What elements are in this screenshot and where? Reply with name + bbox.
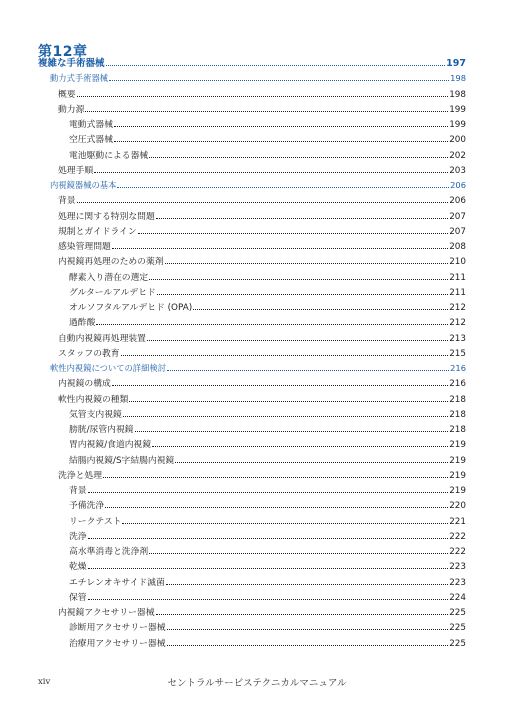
toc-entry-label: 処理に関する特別な問題: [58, 211, 155, 222]
toc-entry-page: 212: [449, 303, 466, 313]
toc-leader-dots: [94, 164, 448, 173]
toc-entry-page: 211: [449, 272, 466, 283]
toc-leader-dots: [88, 591, 449, 600]
toc-entry-label: 膀胱/尿管内視鏡: [69, 425, 134, 435]
toc-entry-page: 200: [449, 135, 466, 146]
toc-entry-page: 221: [449, 516, 466, 527]
toc-entry: [50, 362, 466, 375]
book-title: セントラルサービステクニカルマニュアル: [167, 678, 347, 689]
toc-leader-dots: [121, 347, 449, 356]
toc-entry-label: オルソフタルアルデヒド (OPA): [69, 303, 193, 313]
toc-entry-page: 202: [449, 150, 466, 161]
toc-entry: [69, 423, 466, 437]
toc-entry-page: 225: [449, 638, 466, 649]
toc-leader-dots: [156, 210, 448, 219]
toc-entry-page: 225: [449, 608, 466, 618]
chapter-title: 第12章: [38, 44, 88, 60]
toc-leader-dots: [149, 271, 448, 280]
toc-entry-label: 動力式手術器械: [50, 73, 109, 84]
toc-entry-page: 206: [449, 196, 466, 207]
toc-leader-dots: [135, 423, 449, 432]
page-number: xiv: [38, 677, 51, 687]
toc-leader-dots: [85, 103, 448, 112]
toc-entry-label: スタッフの教育: [58, 348, 120, 359]
toc-leader-dots: [112, 240, 448, 249]
toc-entry-label: 胃内視鏡/食道内視鏡: [69, 440, 152, 451]
toc-entry-page: 224: [449, 592, 466, 603]
toc-leader-dots: [88, 530, 449, 539]
toc-entry-page: 197: [446, 58, 466, 69]
toc-entry: [69, 454, 466, 468]
toc-entry-page: 220: [449, 501, 466, 512]
toc-entry-page: 211: [449, 287, 466, 298]
toc-entry-label: 過酢酸: [69, 318, 96, 329]
toc-entry-page: 198: [449, 89, 466, 100]
toc-entry: [69, 484, 466, 498]
toc-entry: [69, 149, 466, 163]
toc-entry-page: 219: [449, 440, 466, 451]
toc-entry: [50, 179, 466, 192]
toc-entry: [69, 408, 466, 422]
toc-entry-label: 予備洗浄: [69, 501, 105, 512]
toc-entry-page: 215: [449, 348, 466, 359]
toc-entry-page: 219: [449, 486, 466, 496]
toc-entry-page: 207: [449, 211, 466, 222]
toc-entry-page: 212: [449, 318, 466, 329]
toc-entry-label: 洗浄: [69, 531, 87, 542]
toc-leader-dots: [77, 88, 449, 97]
toc-entry: [58, 255, 466, 269]
toc-leader-dots: [103, 469, 448, 478]
toc-leader-dots: [167, 637, 449, 646]
toc-entry-label: 酵素入り潜在の選定: [69, 272, 149, 283]
toc-leader-dots: [156, 606, 449, 615]
toc-entry: [58, 225, 466, 239]
toc-entry: [69, 530, 466, 544]
toc-entry-page: 223: [449, 562, 466, 573]
toc-entry-label: 軟性内視鏡の種類: [58, 394, 129, 405]
toc-leader-dots: [88, 484, 449, 493]
toc-entry-page: 218: [449, 425, 466, 435]
toc-leader-dots: [149, 149, 448, 158]
toc-leader-dots: [106, 57, 446, 66]
toc-entry: [58, 606, 466, 620]
toc-entry-label: 内視鏡の構成: [58, 379, 111, 390]
toc-leader-dots: [165, 255, 449, 264]
toc-entry-label: 内視鏡アクセサリー器械: [58, 608, 155, 618]
toc-entry: [69, 637, 466, 651]
toc-leader-dots: [166, 576, 448, 585]
toc-entry: [58, 194, 466, 208]
toc-entry-page: 225: [449, 623, 466, 634]
toc-entry: [69, 560, 466, 574]
toc-entry-label: 動力源: [58, 104, 85, 115]
toc-entry-label: 概要: [58, 89, 76, 100]
toc-entry-page: 223: [449, 577, 466, 588]
toc-entry: [58, 393, 466, 407]
toc-leader-dots: [167, 621, 449, 630]
toc-entry-label: 背景: [58, 196, 76, 207]
toc-entry: [38, 57, 466, 70]
toc-leader-dots: [109, 72, 449, 81]
toc-entry-page: 199: [449, 104, 466, 115]
toc-entry-label: 結腸内視鏡/S字結腸内視鏡: [69, 455, 175, 466]
toc-leader-dots: [112, 377, 448, 386]
toc-entry-page: 208: [449, 242, 466, 252]
toc-entry: [69, 499, 466, 513]
toc-leader-dots: [129, 393, 448, 402]
toc-entry-page: 203: [449, 165, 466, 176]
toc-entry-label: 背景: [69, 486, 87, 496]
toc-entry-page: 198: [450, 73, 466, 84]
toc-entry-label: 内視鏡器械の基本: [50, 180, 117, 190]
toc-entry: [69, 621, 466, 635]
toc-entry-label: 電池駆動による器械: [69, 150, 149, 161]
toc-entry: [69, 118, 466, 132]
toc-entry: [58, 164, 466, 178]
toc-entry-label: グルタールアルデヒド: [69, 287, 156, 298]
toc-entry-page: 216: [450, 363, 466, 373]
toc-leader-dots: [152, 438, 448, 447]
toc-entry-page: 216: [449, 379, 466, 390]
toc-entry-label: 内視鏡再処理のための薬剤: [58, 257, 164, 268]
toc-entry-label: 気管支内視鏡: [69, 409, 122, 420]
toc-leader-dots: [105, 499, 448, 508]
toc-entry-page: 207: [449, 226, 466, 237]
toc-entry-page: 206: [450, 180, 466, 190]
toc-entry: [58, 347, 466, 361]
toc-entry: [58, 377, 466, 391]
toc-leader-dots: [167, 362, 449, 371]
toc-entry: [69, 316, 466, 330]
toc-leader-dots: [88, 560, 449, 569]
toc-entry: [58, 88, 466, 102]
toc-entry-page: 218: [449, 409, 466, 420]
toc-entry: [69, 591, 466, 605]
toc-leader-dots: [114, 133, 448, 142]
toc-entry: [69, 545, 466, 559]
toc-leader-dots: [149, 545, 448, 554]
toc-leader-dots: [175, 454, 448, 463]
toc-entry: [69, 576, 466, 590]
toc-entry: [69, 515, 466, 529]
toc-entry: [69, 271, 466, 285]
toc-entry: [58, 103, 466, 117]
toc-entry-label: 保管: [69, 592, 87, 603]
toc-entry-label: 治療用アクセサリー器械: [69, 638, 166, 649]
toc-entry-label: 乾燥: [69, 562, 87, 573]
toc-entry: [50, 72, 466, 85]
toc-entry-label: 診断用アクセサリー器械: [69, 623, 166, 634]
toc-entry-page: 219: [449, 470, 466, 481]
toc-leader-dots: [114, 118, 448, 127]
toc-entry-label: 高水準消毒と洗浄剤: [69, 547, 149, 557]
toc-entry-page: 199: [449, 120, 466, 130]
toc-entry-label: 規制とガイドライン: [58, 226, 137, 237]
toc-entry-label: リークテスト: [69, 516, 122, 527]
toc-entry-page: 222: [449, 531, 466, 542]
toc-entry: [69, 133, 466, 147]
toc-entry-label: 処理手順: [58, 165, 94, 176]
toc-entry: [69, 438, 466, 452]
toc-entry-page: 218: [449, 394, 466, 405]
toc-entry-label: 軟性内視鏡についての詳細検討: [50, 363, 166, 373]
toc-entry-label: 複雑な手術器械: [38, 58, 105, 69]
toc-entry-label: 電動式器械: [69, 120, 113, 130]
toc-entry: [58, 210, 466, 224]
toc-leader-dots: [157, 286, 448, 295]
toc-leader-dots: [147, 332, 448, 341]
toc-entry: [58, 240, 466, 254]
toc-entry: [69, 286, 466, 300]
toc-entry-page: 213: [449, 333, 466, 344]
toc-leader-dots: [96, 316, 448, 325]
toc-entry-label: 自動内視鏡再処理装置: [58, 333, 146, 344]
toc-leader-dots: [193, 301, 448, 310]
toc-entry: [69, 301, 466, 315]
toc-entry-page: 222: [449, 547, 466, 557]
toc-entry: [58, 332, 466, 346]
toc-entry-page: 210: [449, 257, 466, 268]
toc-entry-page: 219: [449, 455, 466, 466]
toc-leader-dots: [122, 515, 448, 524]
toc-entry-label: 空圧式器械: [69, 135, 113, 146]
toc-entry-label: 感染管理問題: [58, 242, 111, 252]
toc-leader-dots: [117, 179, 449, 188]
toc-entry-label: エチレンオキサイド滅菌: [69, 577, 165, 588]
toc-entry-label: 洗浄と処理: [58, 470, 102, 481]
toc-leader-dots: [123, 408, 448, 417]
toc-leader-dots: [77, 194, 449, 203]
toc-leader-dots: [138, 225, 449, 234]
toc-entry: [58, 469, 466, 483]
